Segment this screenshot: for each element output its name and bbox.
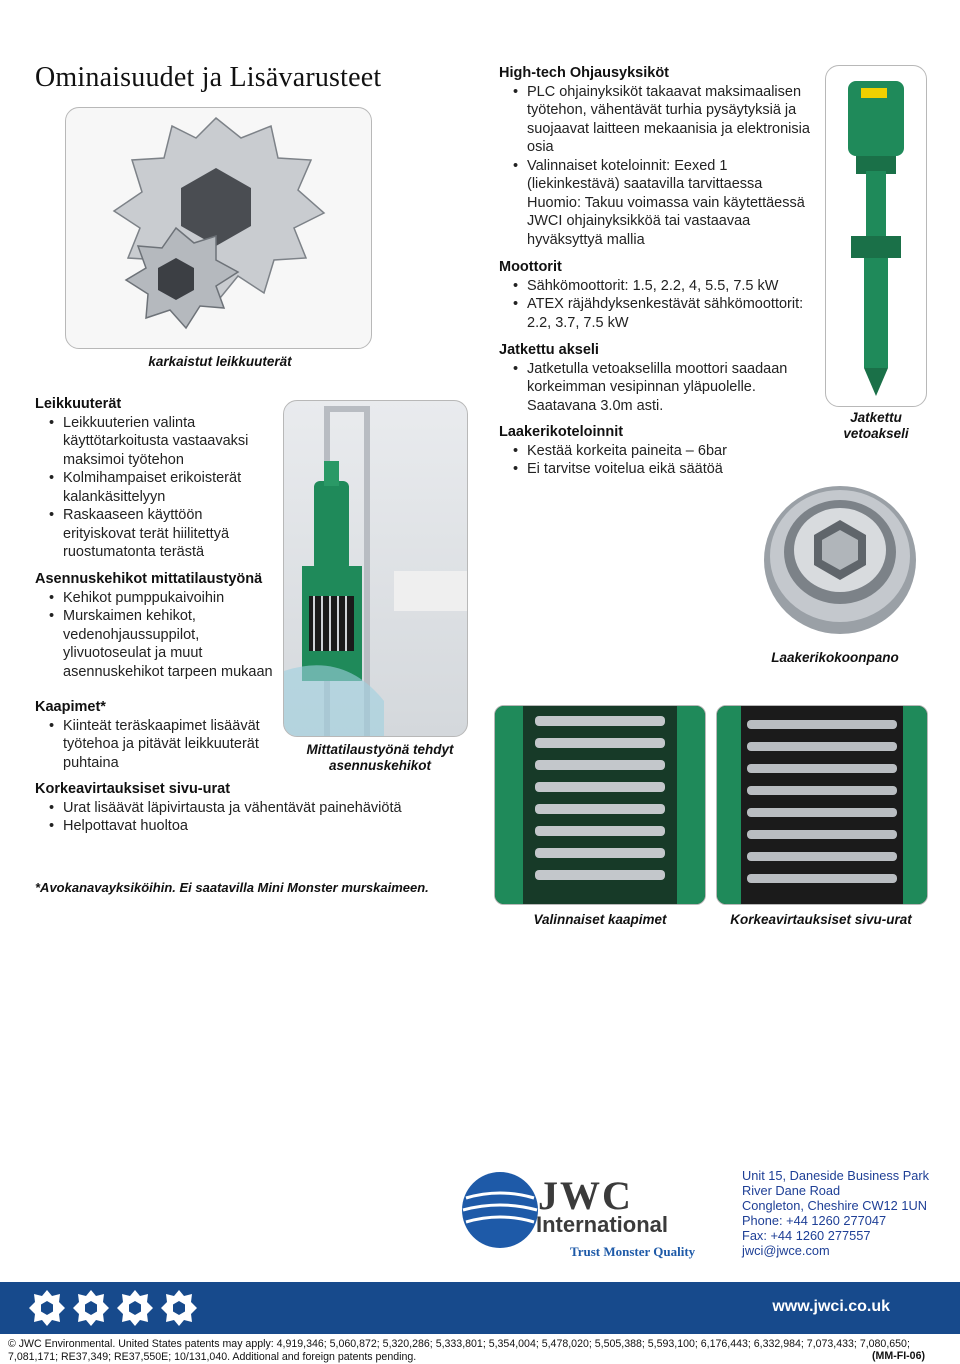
frames-section <box>35 570 285 681</box>
cutters-heading: Leikkuuterät <box>35 396 122 412</box>
email-link[interactable]: jwci@jwce.com <box>742 1243 830 1258</box>
logo-name: JWC <box>538 1173 633 1218</box>
page-title: Ominaisuudet ja Lisävarusteet <box>35 62 382 93</box>
gear-row <box>28 1289 198 1327</box>
logo-tagline: Trust Monster Quality <box>570 1244 696 1259</box>
bearing-caption: Laakerikokoonpano <box>771 650 899 665</box>
scrapers-caption: Valinnaiset kaapimet <box>533 912 667 927</box>
website-link[interactable]: www.jwci.co.uk <box>772 1298 890 1315</box>
bearings-item: • Ei tarvitse voitelua eikä säätöä <box>499 460 809 479</box>
cutters-item: • Kolmihampaiset erikoisterät kalankäsittelyyn <box>35 469 275 506</box>
legal-text: © JWC Environmental. United States patents may apply: 4,919,346; 5,060,872; 5,320,286; 5,333,801; 5,354,004; 5,478,020; 5,505,388; 5,593,100; 6,176,443; 6,332,984; 7,073,433; 7,080,650; 7,081,171; RE37,349; RE37,550E; 10/131,040. Additional and foreign patents pending. <box>8 1338 910 1363</box>
controls-item: • PLC ohjainyksiköt takaavat maksimaalisen työtehon, vähentävät turhia pysäytyksiä ja suojaavat laitteen mekaanisia ja elektronisia osia <box>499 83 819 157</box>
shaft-item: • Jatketulla vetoakselilla moottori saadaan korkeimman vesipinnan yläpuolelle. Saatavana 3.0m asti. <box>499 360 809 416</box>
address-block <box>742 1168 929 1258</box>
cutter-blades-image <box>66 108 371 348</box>
jwc-logo <box>458 1170 718 1265</box>
cutters-item: • Raskaaseen käyttöön erityiskovat terät hiilitettyä ruostumatonta terästä <box>35 506 275 562</box>
bearings-heading: Laakerikoteloinnit <box>499 424 624 440</box>
gear-icon <box>116 1289 154 1327</box>
address-line: Unit 15, Daneside Business Park <box>742 1168 930 1183</box>
siderails-photo <box>716 705 928 905</box>
scrapers-photo <box>494 705 706 905</box>
siderails-heading: Korkeavirtauksiset sivu-urat <box>35 781 231 797</box>
shaft-heading: Jatkettu akseli <box>499 342 599 358</box>
bearings-item: • Kestää korkeita paineita – 6bar <box>499 442 809 461</box>
fax: Fax: +44 1260 277557 <box>742 1228 871 1243</box>
address-line: Congleton, Cheshire CW12 1UN <box>742 1198 927 1213</box>
siderails-item: • Helpottavat huoltoa <box>35 817 455 836</box>
installation-frame-image <box>284 401 467 736</box>
shaft-photo <box>825 65 927 407</box>
controls-note: Huomio: Takuu voimassa vain käytettäessä JWCI ohjainyksikköä tai vastaavaa hyväksyttyä mallia <box>527 194 805 248</box>
controls-heading: High-tech Ohjausyksiköt <box>499 65 670 81</box>
bearing-assembly-image <box>760 480 920 640</box>
frame-photo <box>283 400 468 737</box>
cutters-item: • Leikkuuterien valinta käyttötarkoitusta vastaavaksi maksimoi työtehon <box>35 414 275 470</box>
frames-heading: Asennuskehikot mittatilaustyönä <box>35 571 263 587</box>
siderails-caption: Korkeavirtauksiset sivu-urat <box>730 912 912 927</box>
scrapers-item: • Kiinteät teräskaapimet lisäävät työtehoa ja pitävät leikkuuterät puhtaina <box>35 717 275 773</box>
address-line: River Dane Road <box>742 1183 841 1198</box>
motors-item: • ATEX räjähdyksenkestävät sähkömoottorit: 2.2, 3.7, 7.5 kW <box>499 295 819 332</box>
document-code: (MM-FI-06) <box>872 1350 925 1362</box>
siderails-item: • Urat lisäävät läpivirtausta ja vähentävät painehäviötä <box>35 799 455 818</box>
extended-shaft-image <box>826 66 926 406</box>
bearing-photo <box>760 480 920 640</box>
logo-sub: International <box>536 1212 669 1237</box>
gear-icon <box>72 1289 110 1327</box>
scrapers-section <box>35 698 275 772</box>
scrapers-image <box>495 706 705 904</box>
gear-icon <box>160 1289 198 1327</box>
phone: Phone: +44 1260 277047 <box>742 1213 887 1228</box>
siderails-section <box>35 780 455 836</box>
controls-item: • Valinnaiset koteloinnit: Eexed 1 (liekinkestävä) saatavilla tarvittaessa <box>499 157 819 194</box>
shaft-caption: Jatkettu vetoakseli <box>843 410 909 441</box>
cutters-caption: karkaistut leikkuuterät <box>148 354 292 369</box>
footnote: *Avokanavayksiköihin. Ei saatavilla Mini Monster murskaimeen. <box>35 880 429 895</box>
frame-caption: Mittatilaustyönä tehdyt asennuskehikot <box>306 742 454 773</box>
frames-item: • Murskaimen kehikot, vedenohjaussuppilot, ylivuotoseulat ja muut asennuskehikot tarpeen mukaan <box>35 607 285 681</box>
bearings-section <box>499 423 809 479</box>
siderails-image <box>717 706 927 904</box>
motors-heading: Moottorit <box>499 259 562 275</box>
cutters-section <box>35 395 275 562</box>
scrapers-heading: Kaapimet* <box>35 699 106 715</box>
motors-section <box>499 258 819 332</box>
shaft-section <box>499 341 809 415</box>
motors-item: • Sähkömoottorit: 1.5, 2.2, 4, 5.5, 7.5 kW <box>499 277 819 296</box>
gear-icon <box>28 1289 66 1327</box>
cutters-photo <box>65 107 372 349</box>
controls-section <box>499 64 819 249</box>
frames-item: • Kehikot pumppukaivoihin <box>35 589 285 608</box>
